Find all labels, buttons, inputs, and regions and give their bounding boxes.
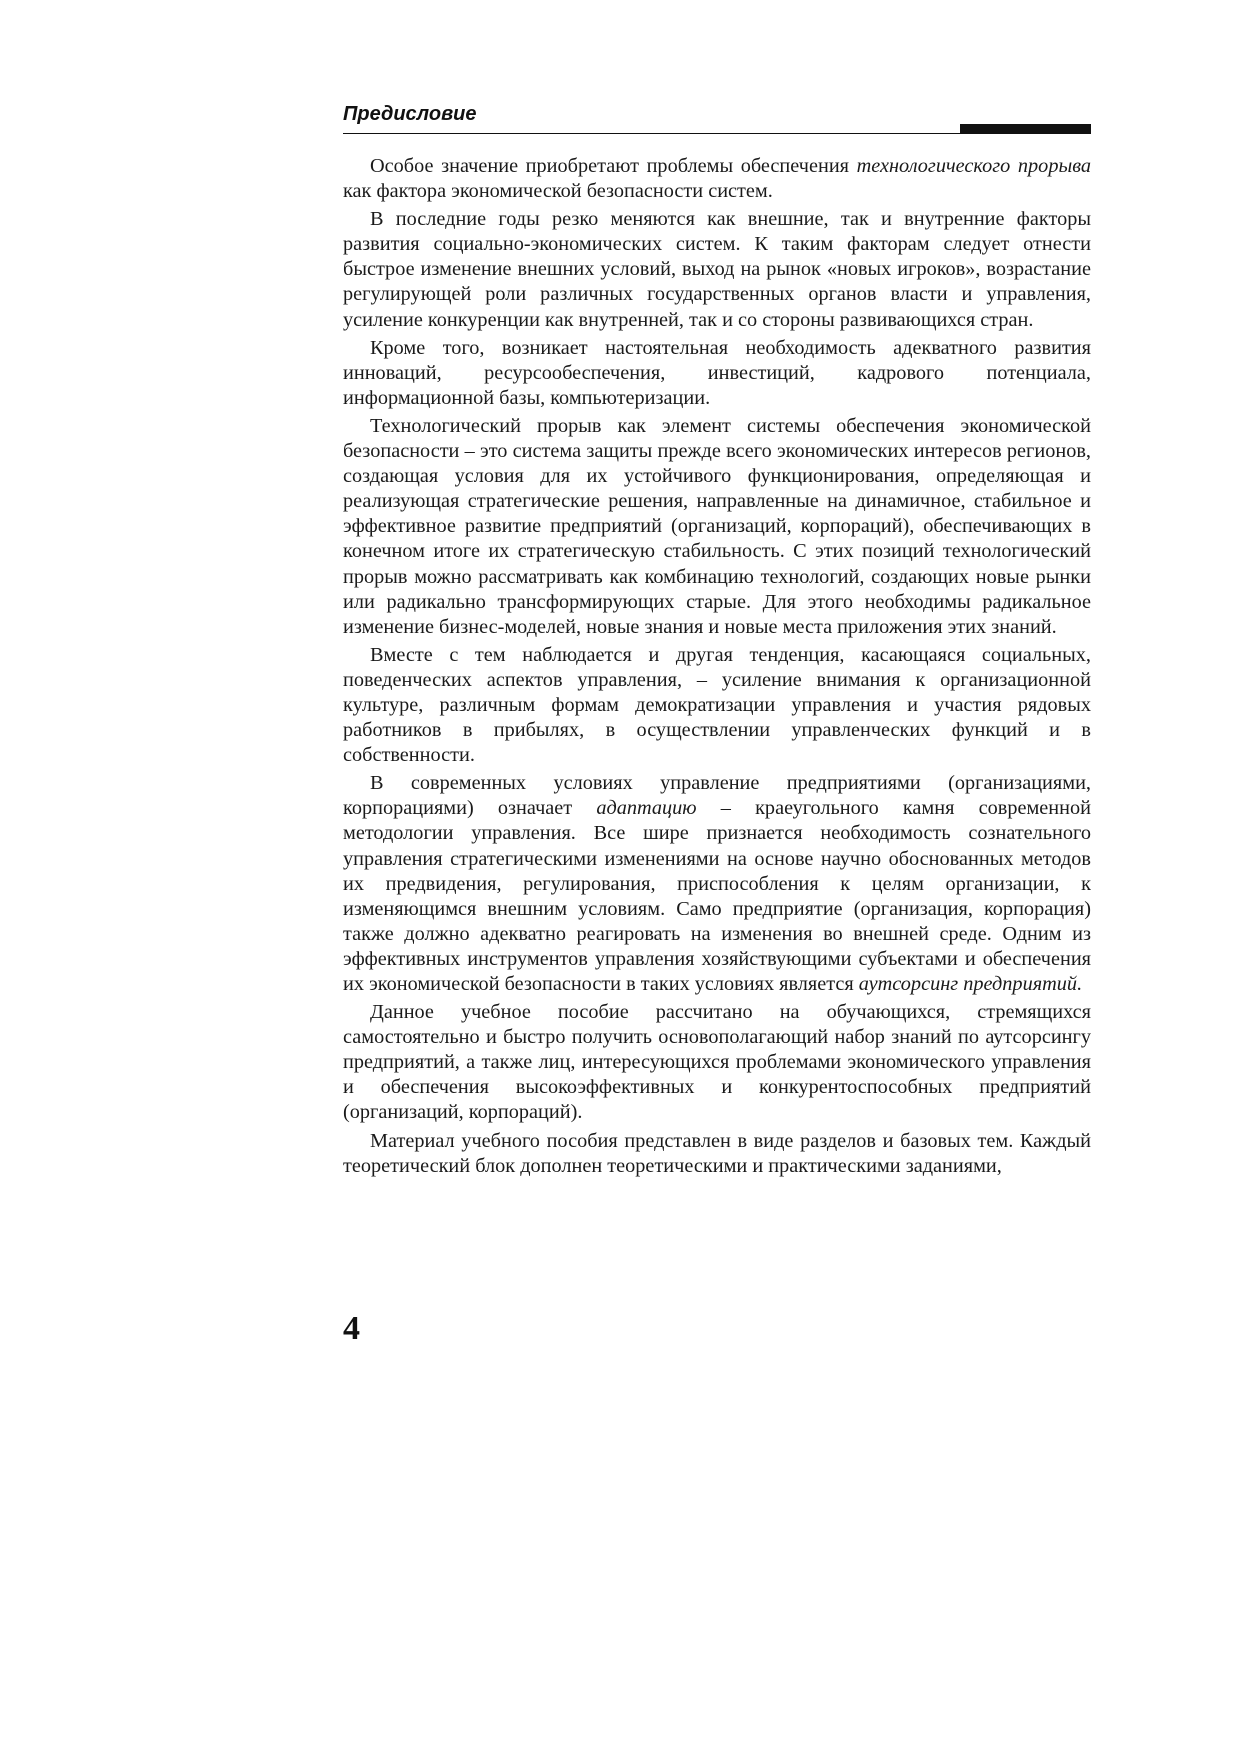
paragraph-3: Кроме того, возникает настоятельная необходимость адекватного развития инноваций, ресурсообеспечения, инвестиций, кадрового потенциала, информационной базы, компьютеризации. xyxy=(343,336,1091,409)
paragraph-4: Технологический прорыв как элемент системы обеспечения экономической безопасности – это система защиты прежде всего экономических интересов регионов, создающая условия для их устойчивого функционирования, определяющая и реализующая стратегические решения, направленные на динамичное, стабильное и эффективное развитие предприятий (организаций, корпораций), обеспечивающих в конечном итоге их стратегическую стабильность. С этих позиций технологический прорыв можно рассматривать как комбинацию технологий, создающих новые рынки или радикально трансформирующих старые. Для этого необходимы радикальное изменение бизнес-моделей, новые знания и новые места приложения этих знаний. xyxy=(343,414,1091,638)
body-text xyxy=(343,154,1091,1182)
paragraph-7: Данное учебное пособие рассчитано на обучающихся, стремящихся самостоятельно и быстро получить основополагающий набор знаний по аутсорсингу предприятий, а также лиц, интересующихся проблемами экономического управления и обеспечения высокоэффективных и конкурентоспособных предприятий (организаций, корпораций). xyxy=(343,1001,1091,1124)
emphasis-term: аутсорсинг предприятий. xyxy=(858,973,1083,995)
running-title: Предисловие xyxy=(343,103,477,125)
paragraph-2: В последние годы резко меняются как внешние, так и внутренние факторы развития социально-экономических систем. К таким факторам следует отнести быстрое изменение внешних условий, выход на рынок «новых игроков», возрастание регулирующей роли различных государственных органов власти и управления, усиление конкуренции как внутренней, так и со стороны развивающихся стран. xyxy=(343,208,1091,331)
emphasis-term: технологического прорыва xyxy=(856,155,1091,177)
paragraph-5: Вместе с тем наблюдается и другая тенденция, касающаяся социальных, поведенческих аспектов управления, – усиление внимания к организационной культуре, различным формам демократизации управления и участия рядовых работников в прибылях, в осуществлении управленческих функций и в собственности. xyxy=(343,643,1091,767)
paragraph-6: В современных условиях управление предприятиями (организациями, корпорациями) означает адаптацию – краеугольного камня современной методологии управления. Все шире признается необходимость сознательного управления стратегическими изменениями на основе научно обоснованных методов их предвидения, регулирования, приспособления к целям организации, к изменяющимся внешним условиям. Само предприятие (организация, корпорация) также должно адекватно реагировать на изменения во внешней среде. Одним из эффективных инструментов управления хозяйствующими субъектами и обеспечения их экономической безопасности в таких условиях является аутсорсинг предприятий. xyxy=(343,772,1092,995)
header-bar xyxy=(960,124,1091,134)
page-number: 4 xyxy=(343,1310,360,1347)
paragraph-8: Материал учебного пособия представлен в виде разделов и базовых тем. Каждый теоретический блок дополнен теоретическими и практическими заданиями, xyxy=(343,1129,1091,1177)
emphasis-term: адаптацию xyxy=(596,797,697,820)
paragraph-1: Особое значение приобретают проблемы обеспечения технологического прорыва как фактора экономической безопасности систем. xyxy=(343,155,1091,203)
